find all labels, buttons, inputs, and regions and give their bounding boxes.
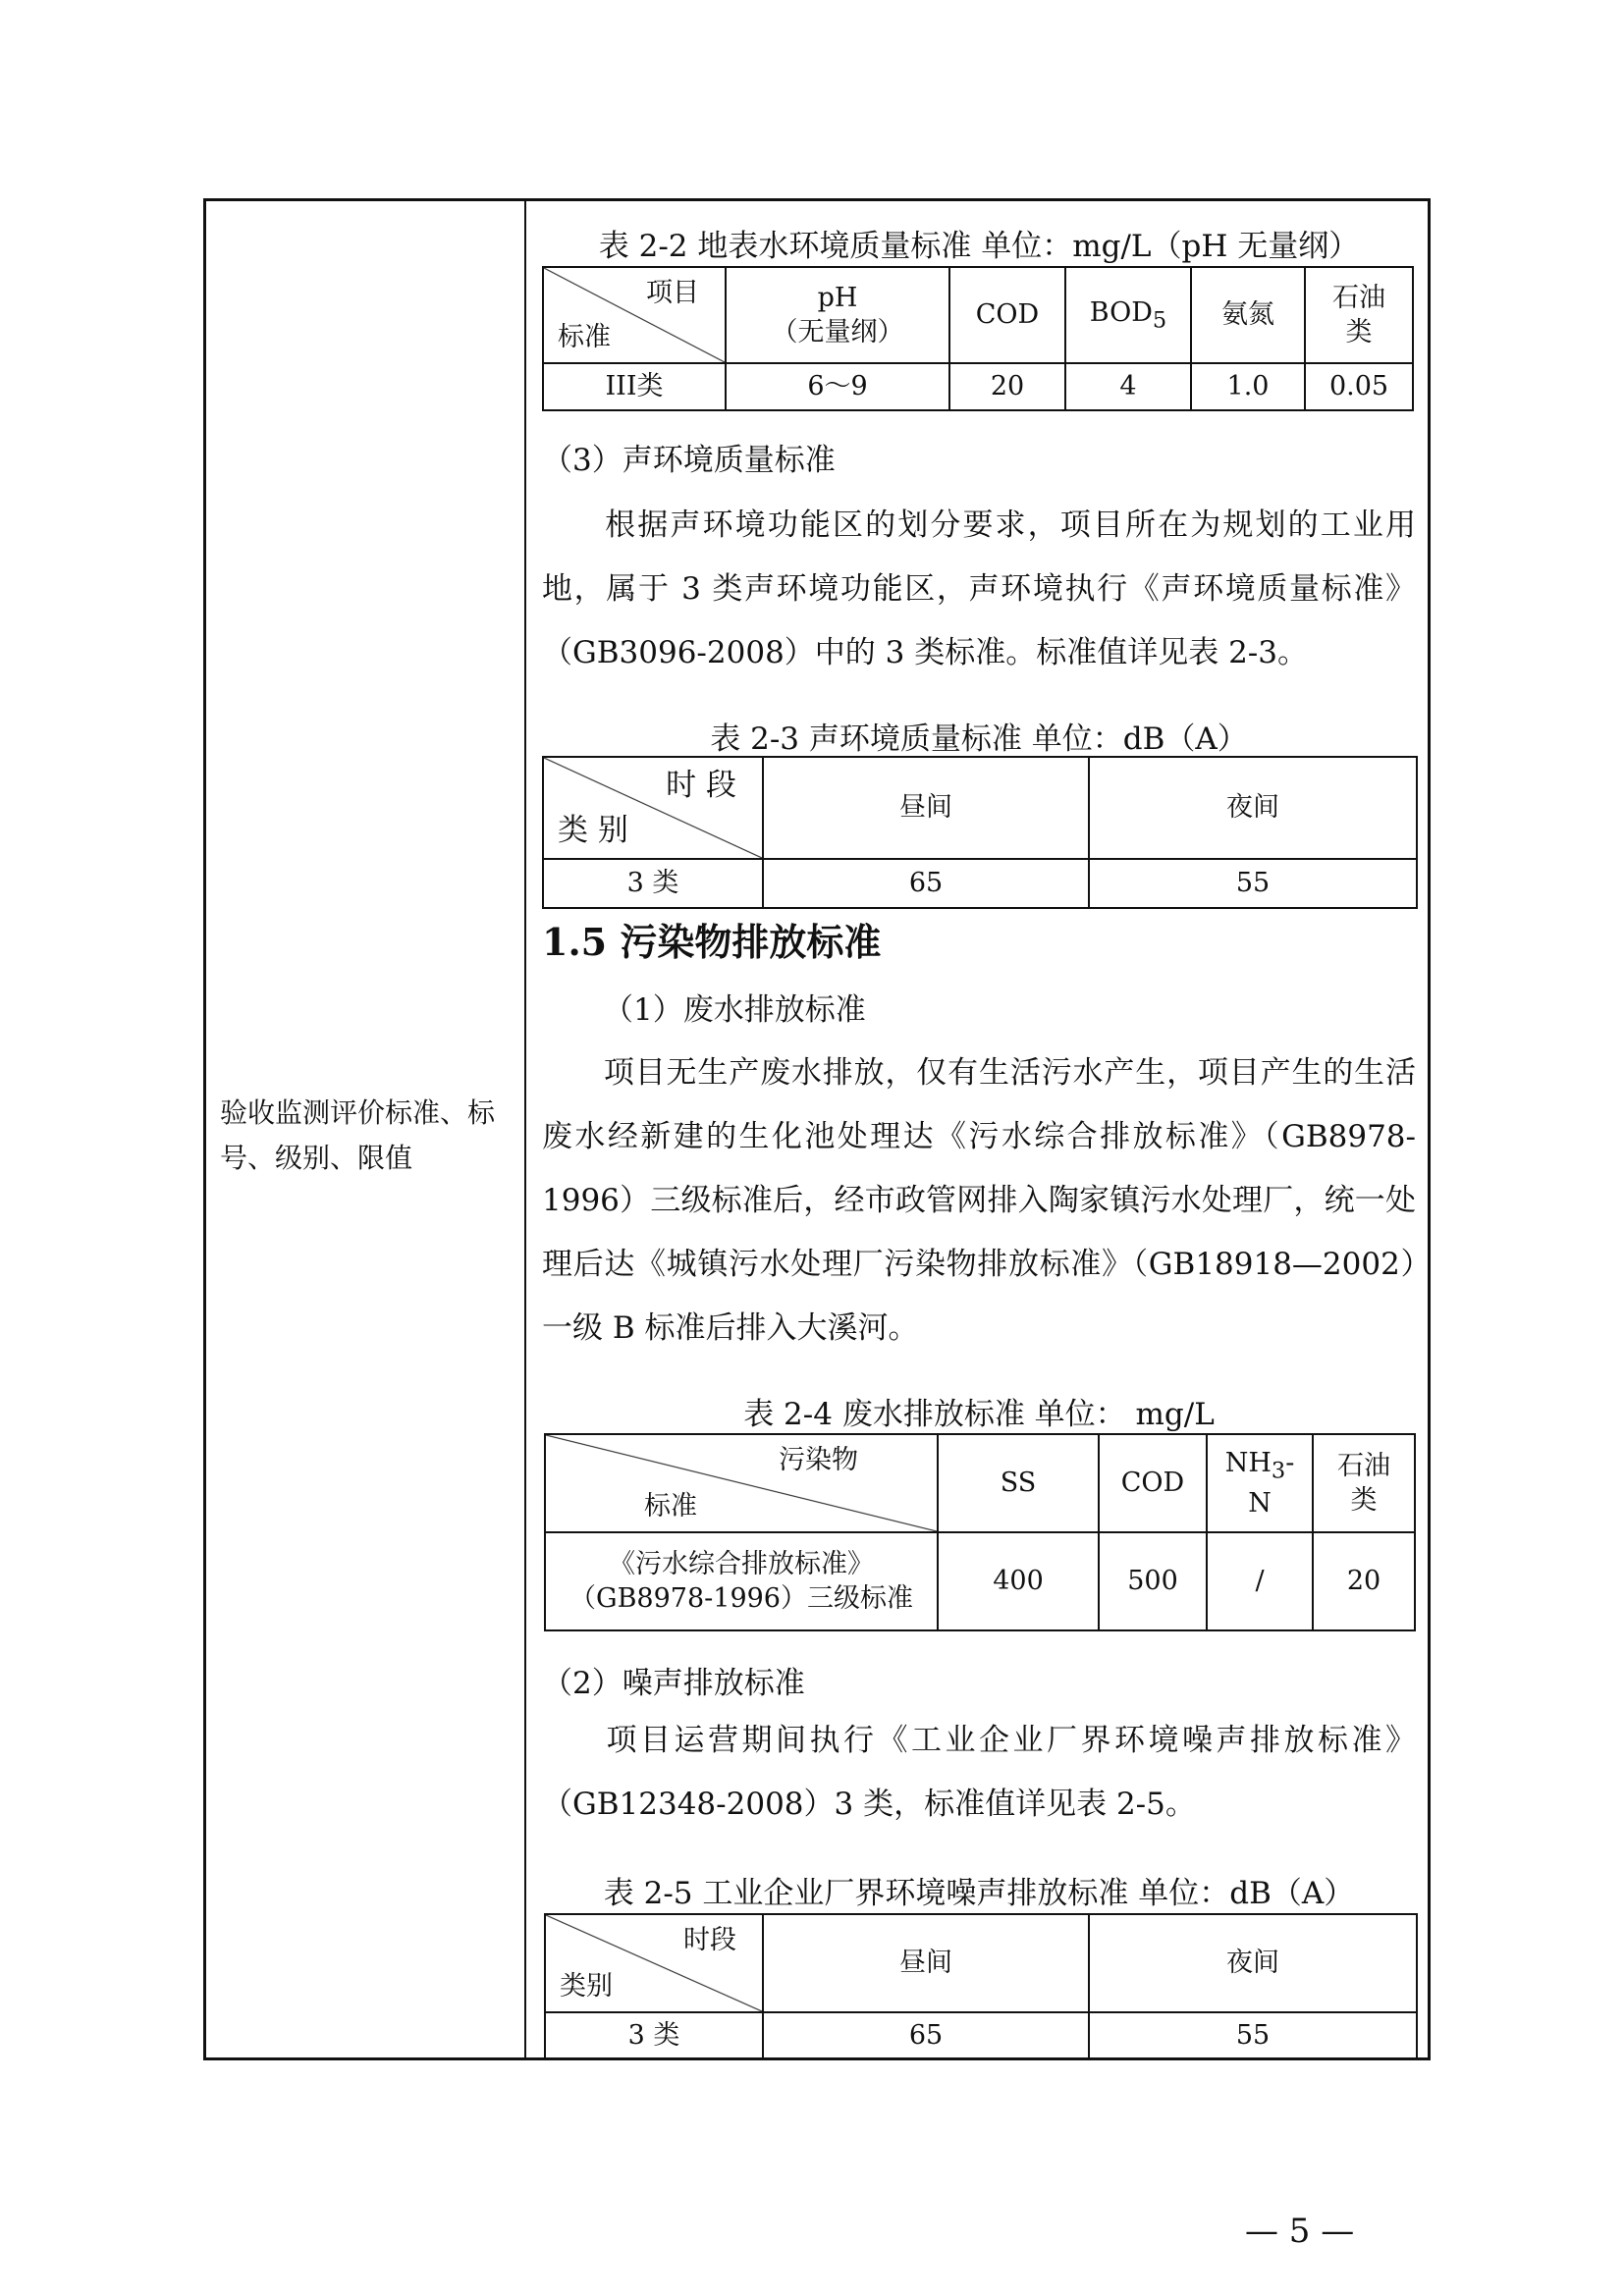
header-petroleum-line2: 类: [1350, 1485, 1378, 1516]
table-2-3-cell: 65: [763, 859, 1089, 908]
corner-top-label: 时段: [683, 1925, 736, 1955]
table-2-4-cell: 400: [938, 1532, 1099, 1630]
table-2-4-cell: /: [1207, 1532, 1313, 1630]
header-petroleum-line1: 石油: [1332, 282, 1385, 313]
table-2-5-caption: 表 2-5 工业企业厂界环境噪声排放标准 单位：dB（A）: [603, 1876, 1355, 1911]
section-3-paragraph: [542, 494, 1416, 685]
subsection-1-title: （1）废水排放标准: [603, 992, 866, 1028]
header-ph-label: pH: [817, 282, 858, 313]
header-nh3n-line2: N: [1248, 1487, 1272, 1519]
subsection-2-title: （2）噪声排放标准: [542, 1666, 805, 1701]
table-2-4-caption: 表 2-4 废水排放标准 单位： mg/L: [743, 1397, 1215, 1432]
table-2-2-cell: 6～9: [726, 363, 949, 410]
column-divider: [524, 201, 526, 2057]
header-bod5: [1065, 267, 1191, 363]
table-2-5-cell: 65: [763, 2012, 1089, 2059]
left-category-label: 验收监测评价标准、标号、级别、限值: [220, 1096, 496, 1174]
header-nh-sub: 3: [1271, 1458, 1286, 1484]
header-ss: SS: [938, 1434, 1099, 1532]
table-2-2-cell: 1.0: [1191, 363, 1305, 410]
header-bod-sub: 5: [1152, 307, 1167, 334]
corner-bottom-label: 类 别: [558, 812, 628, 848]
table-2-4-cell: 500: [1099, 1532, 1207, 1630]
header-cod: COD: [949, 267, 1065, 363]
subsection-1-paragraph: [542, 1041, 1416, 1361]
header-petroleum: [1305, 267, 1413, 363]
table-2-5-cell: 3 类: [545, 2012, 763, 2059]
standards-table-frame: [203, 198, 1431, 2060]
header-nh3n-line1: [1208, 1446, 1312, 1486]
corner-bottom-label: 标准: [644, 1490, 697, 1522]
header-nighttime: 夜间: [1089, 757, 1417, 859]
corner-top-label: 污染物: [779, 1445, 858, 1475]
table-2-5-cell: 55: [1089, 2012, 1417, 2059]
header-nh3n: [1207, 1434, 1313, 1532]
table-2-3-cell: 55: [1089, 859, 1417, 908]
corner-bottom-label: 标准: [558, 321, 611, 352]
table-2-2-corner: [543, 267, 726, 363]
standard-name: 《污水综合排放标准》: [609, 1548, 874, 1579]
table-2-3-cell: 3 类: [543, 859, 763, 908]
corner-top-label: 项目: [646, 278, 699, 308]
corner-top-label: 时 段: [666, 768, 736, 803]
header-petroleum: [1313, 1434, 1415, 1532]
header-daytime: 昼间: [763, 757, 1089, 859]
header-petroleum-line1: 石油: [1337, 1450, 1390, 1481]
table-2-3-caption: 表 2-3 声环境质量标准 单位：dB（A）: [710, 721, 1248, 757]
subsection-1-text: 项目无生产废水排放，仅有生活污水产生，项目产生的生活废水经新建的生化池处理达《污水综合排放标准》（GB8978-1996）三级标准后，经市政管网排入陶家镇污水处理厂，统一处理后达《城镇污水处理厂污染物排放标准》（GB18918—2002）一级 B 标准后排入大溪河。: [542, 1055, 1416, 1346]
table-2-2: [542, 266, 1414, 411]
subsection-2-paragraph: [542, 1709, 1416, 1837]
section-3-title: （3）声环境质量标准: [542, 443, 836, 478]
table-2-2-cell: 20: [949, 363, 1065, 410]
subsection-2-text: 项目运营期间执行《工业企业厂界环境噪声排放标准》（GB12348-2008）3 类，标准值详见表 2-5。: [542, 1723, 1416, 1822]
header-cod: COD: [1099, 1434, 1207, 1532]
header-nighttime: 夜间: [1089, 1914, 1417, 2012]
table-2-3: [542, 756, 1418, 909]
table-2-2-cell: 0.05: [1305, 363, 1413, 410]
header-bod-label: BOD: [1089, 296, 1153, 328]
table-2-2-cell: III类: [543, 363, 726, 410]
table-2-4-standard-cell: [545, 1532, 938, 1630]
table-2-4: [544, 1433, 1416, 1631]
header-petroleum-line2: 类: [1345, 317, 1373, 347]
header-ph-note: （无量纲）: [771, 317, 904, 347]
section-3-text: 根据声环境功能区的划分要求，项目所在为规划的工业用地，属于 3 类声环境功能区，声环境执行《声环境质量标准》（GB3096-2008）中的 3 类标准。标准值详见表 2-3。: [542, 507, 1416, 670]
table-2-3-corner: [543, 757, 763, 859]
page-number: — 5 —: [1245, 2212, 1355, 2251]
table-2-4-corner: [545, 1434, 938, 1532]
header-nh-dash: -: [1285, 1448, 1295, 1479]
table-2-4-cell: 20: [1313, 1532, 1415, 1630]
corner-bottom-label: 类别: [560, 1970, 613, 2002]
header-nh-label: NH: [1224, 1448, 1272, 1479]
section-1-5-heading: 1.5 污染物排放标准: [542, 920, 882, 964]
header-ammonia: 氨氮: [1191, 267, 1305, 363]
table-2-5: [544, 1913, 1418, 2060]
table-2-5-corner: [545, 1914, 763, 2012]
header-daytime: 昼间: [763, 1914, 1089, 2012]
table-2-2-cell: 4: [1065, 363, 1191, 410]
table-2-2-caption: 表 2-2 地表水环境质量标准 单位：mg/L（pH 无量纲）: [598, 229, 1360, 264]
standard-code: （GB8978-1996）三级标准: [569, 1583, 913, 1614]
header-ph: [726, 267, 949, 363]
